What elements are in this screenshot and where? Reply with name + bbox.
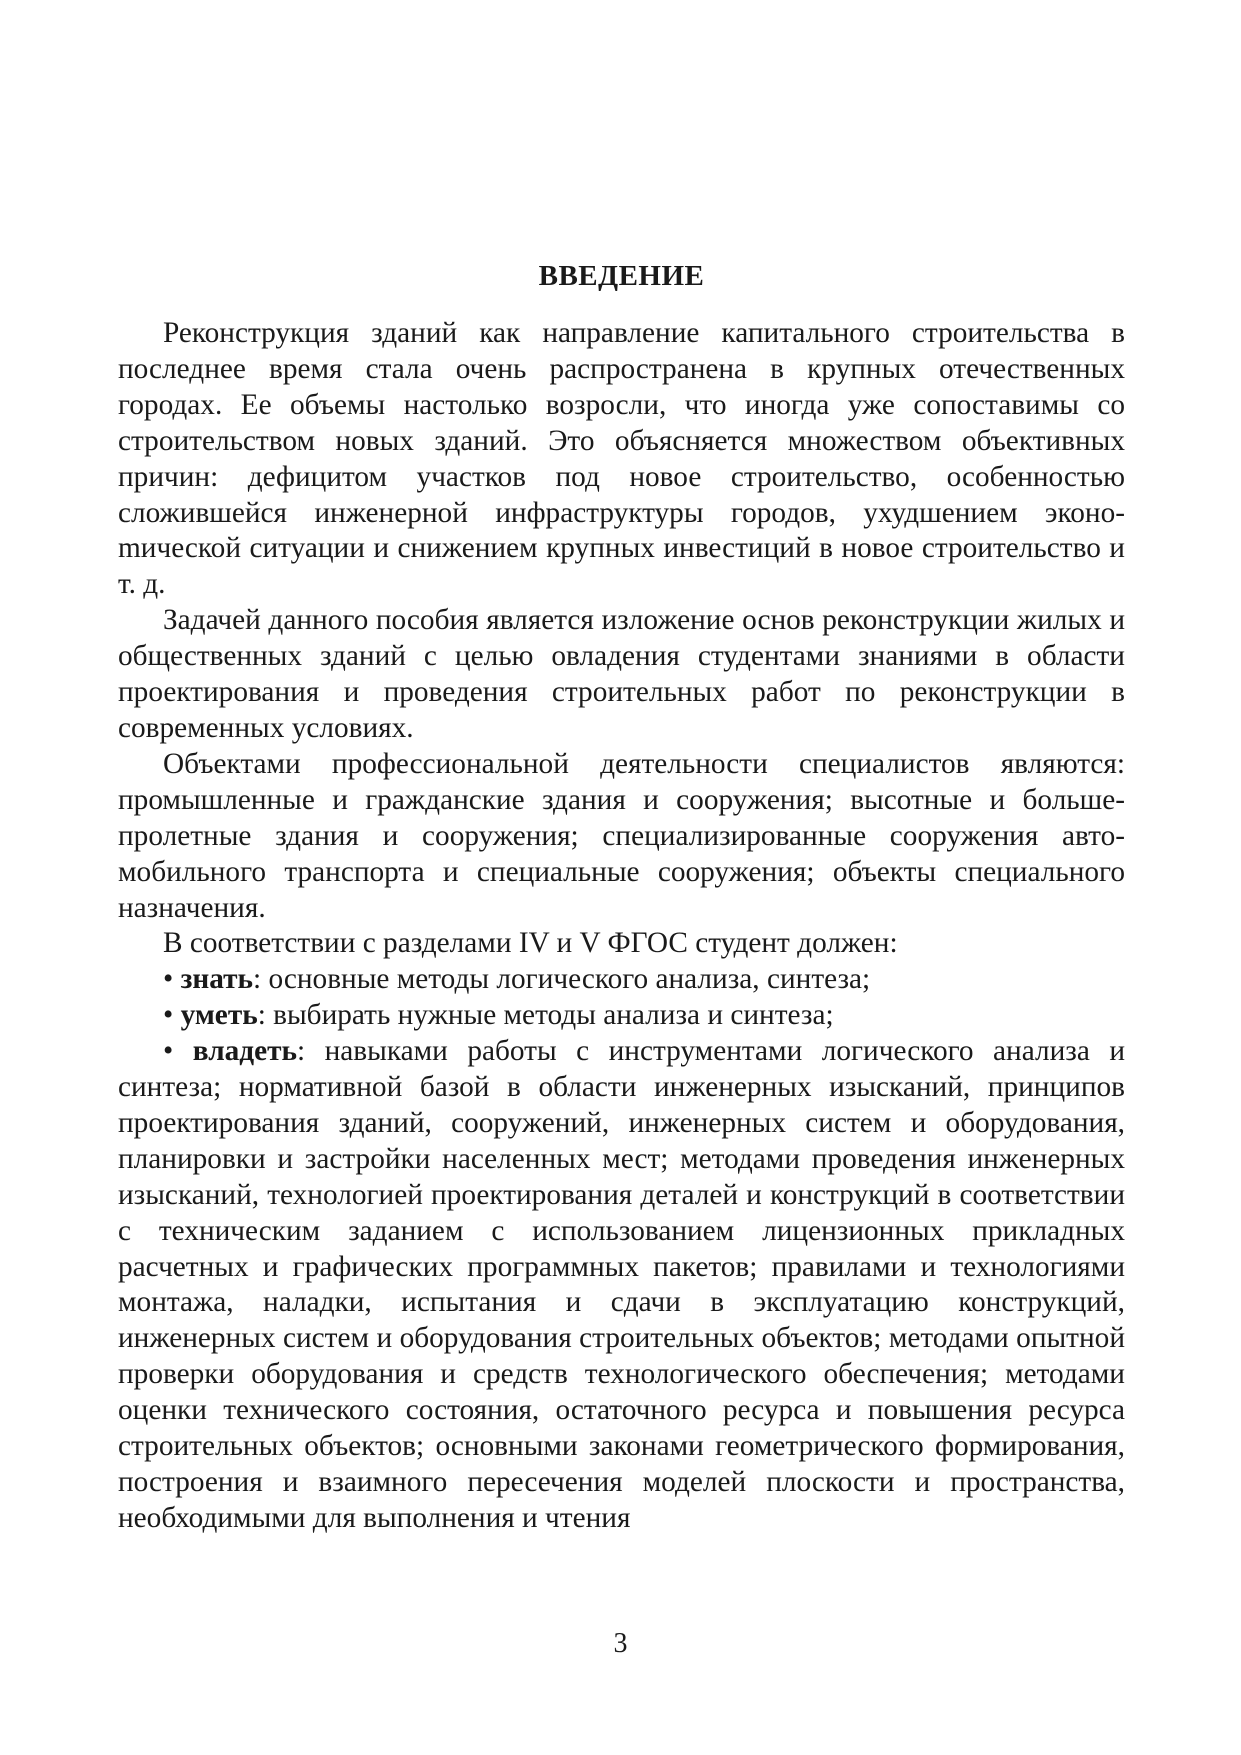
bullet-term-know: знать <box>180 963 254 996</box>
bullet-text-know: : основные методы логического анализа, синтеза; <box>253 963 871 996</box>
bullet-marker: • <box>163 963 174 996</box>
section-heading: ВВЕДЕНИЕ <box>538 260 705 292</box>
bullet-marker: • <box>163 999 174 1032</box>
bullet-term-can: уметь <box>180 999 258 1032</box>
paragraph-intro: Реконструкция зданий как направление капитального строительства в последнее время стала очень распространена в крупных отечественных городах. Ее объемы настолько возросли, что иногда уже сопоставимы со строительством новых зданий. Это объясняется множеством объективных причин: дефицитом участков под новое строительство, особенностью сложившейся инженерной инфраструктуры городов, ухудшением эконоmической ситуации и снижением крупных инвестиций в новое строительство и т. д. <box>118 317 1125 601</box>
bullet-marker: • <box>163 1035 174 1068</box>
bullet-term-master: владеть <box>192 1035 297 1068</box>
body-text <box>118 316 1125 1537</box>
paragraph-task: Задачей данного пособия является изложение основ реконструкции жилых и общественных зданий с целью овладения студентами знаниями в области проектирования и проведения строительных работ по реконструкции в современных условиях. <box>118 604 1125 744</box>
page-number: 3 <box>613 1628 628 1659</box>
bullet-text-can: : выбирать нужные методы анализа и синтеза; <box>257 999 834 1032</box>
bullet-text-master: : навыками работы с инструментами логического анализа и синтеза; нормативной базой в области инженерных изысканий, принципов проектирования зданий, сооружений, инженерных систем и оборудования, планировки и застройки населенных мест; методами проведения инженерных изысканий, технологией проектирования деталей и конструкций в соответствии с техническим заданием с использованием лицензионных прикладных расчетных и графических программных пакетов; правилами и технологиями монтажа, наладки, испытания и сдачи в эксплуатацию конструкций, инженерных систем и оборудования строительных объектов; методами опытной проверки оборудования и средств технологического обеспечения; методами оценки технического состояния, остаточного ресурса и повышения ресурса строительных объектов; основными законами геометрического формирования, построения и взаимного пересечения моделей плоскости и пространства, необходимыми для выполнения и чтения <box>118 1035 1125 1534</box>
paragraph-objects: Объектами профессиональной деятельности специалистов являются: промышленные и гражданские здания и сооружения; высотные и большепролетные здания и сооружения; специализированные сооружения автомобильного транспорта и специальные сооружения; объекты специального назначения. <box>118 747 1125 924</box>
bullet-item-can <box>118 998 1125 1034</box>
bullet-item-know <box>118 962 1125 998</box>
paragraph-fgos: В соответствии с разделами IV и V ФГОС студент должен: <box>163 927 898 960</box>
bullet-item-master <box>118 1034 1125 1537</box>
